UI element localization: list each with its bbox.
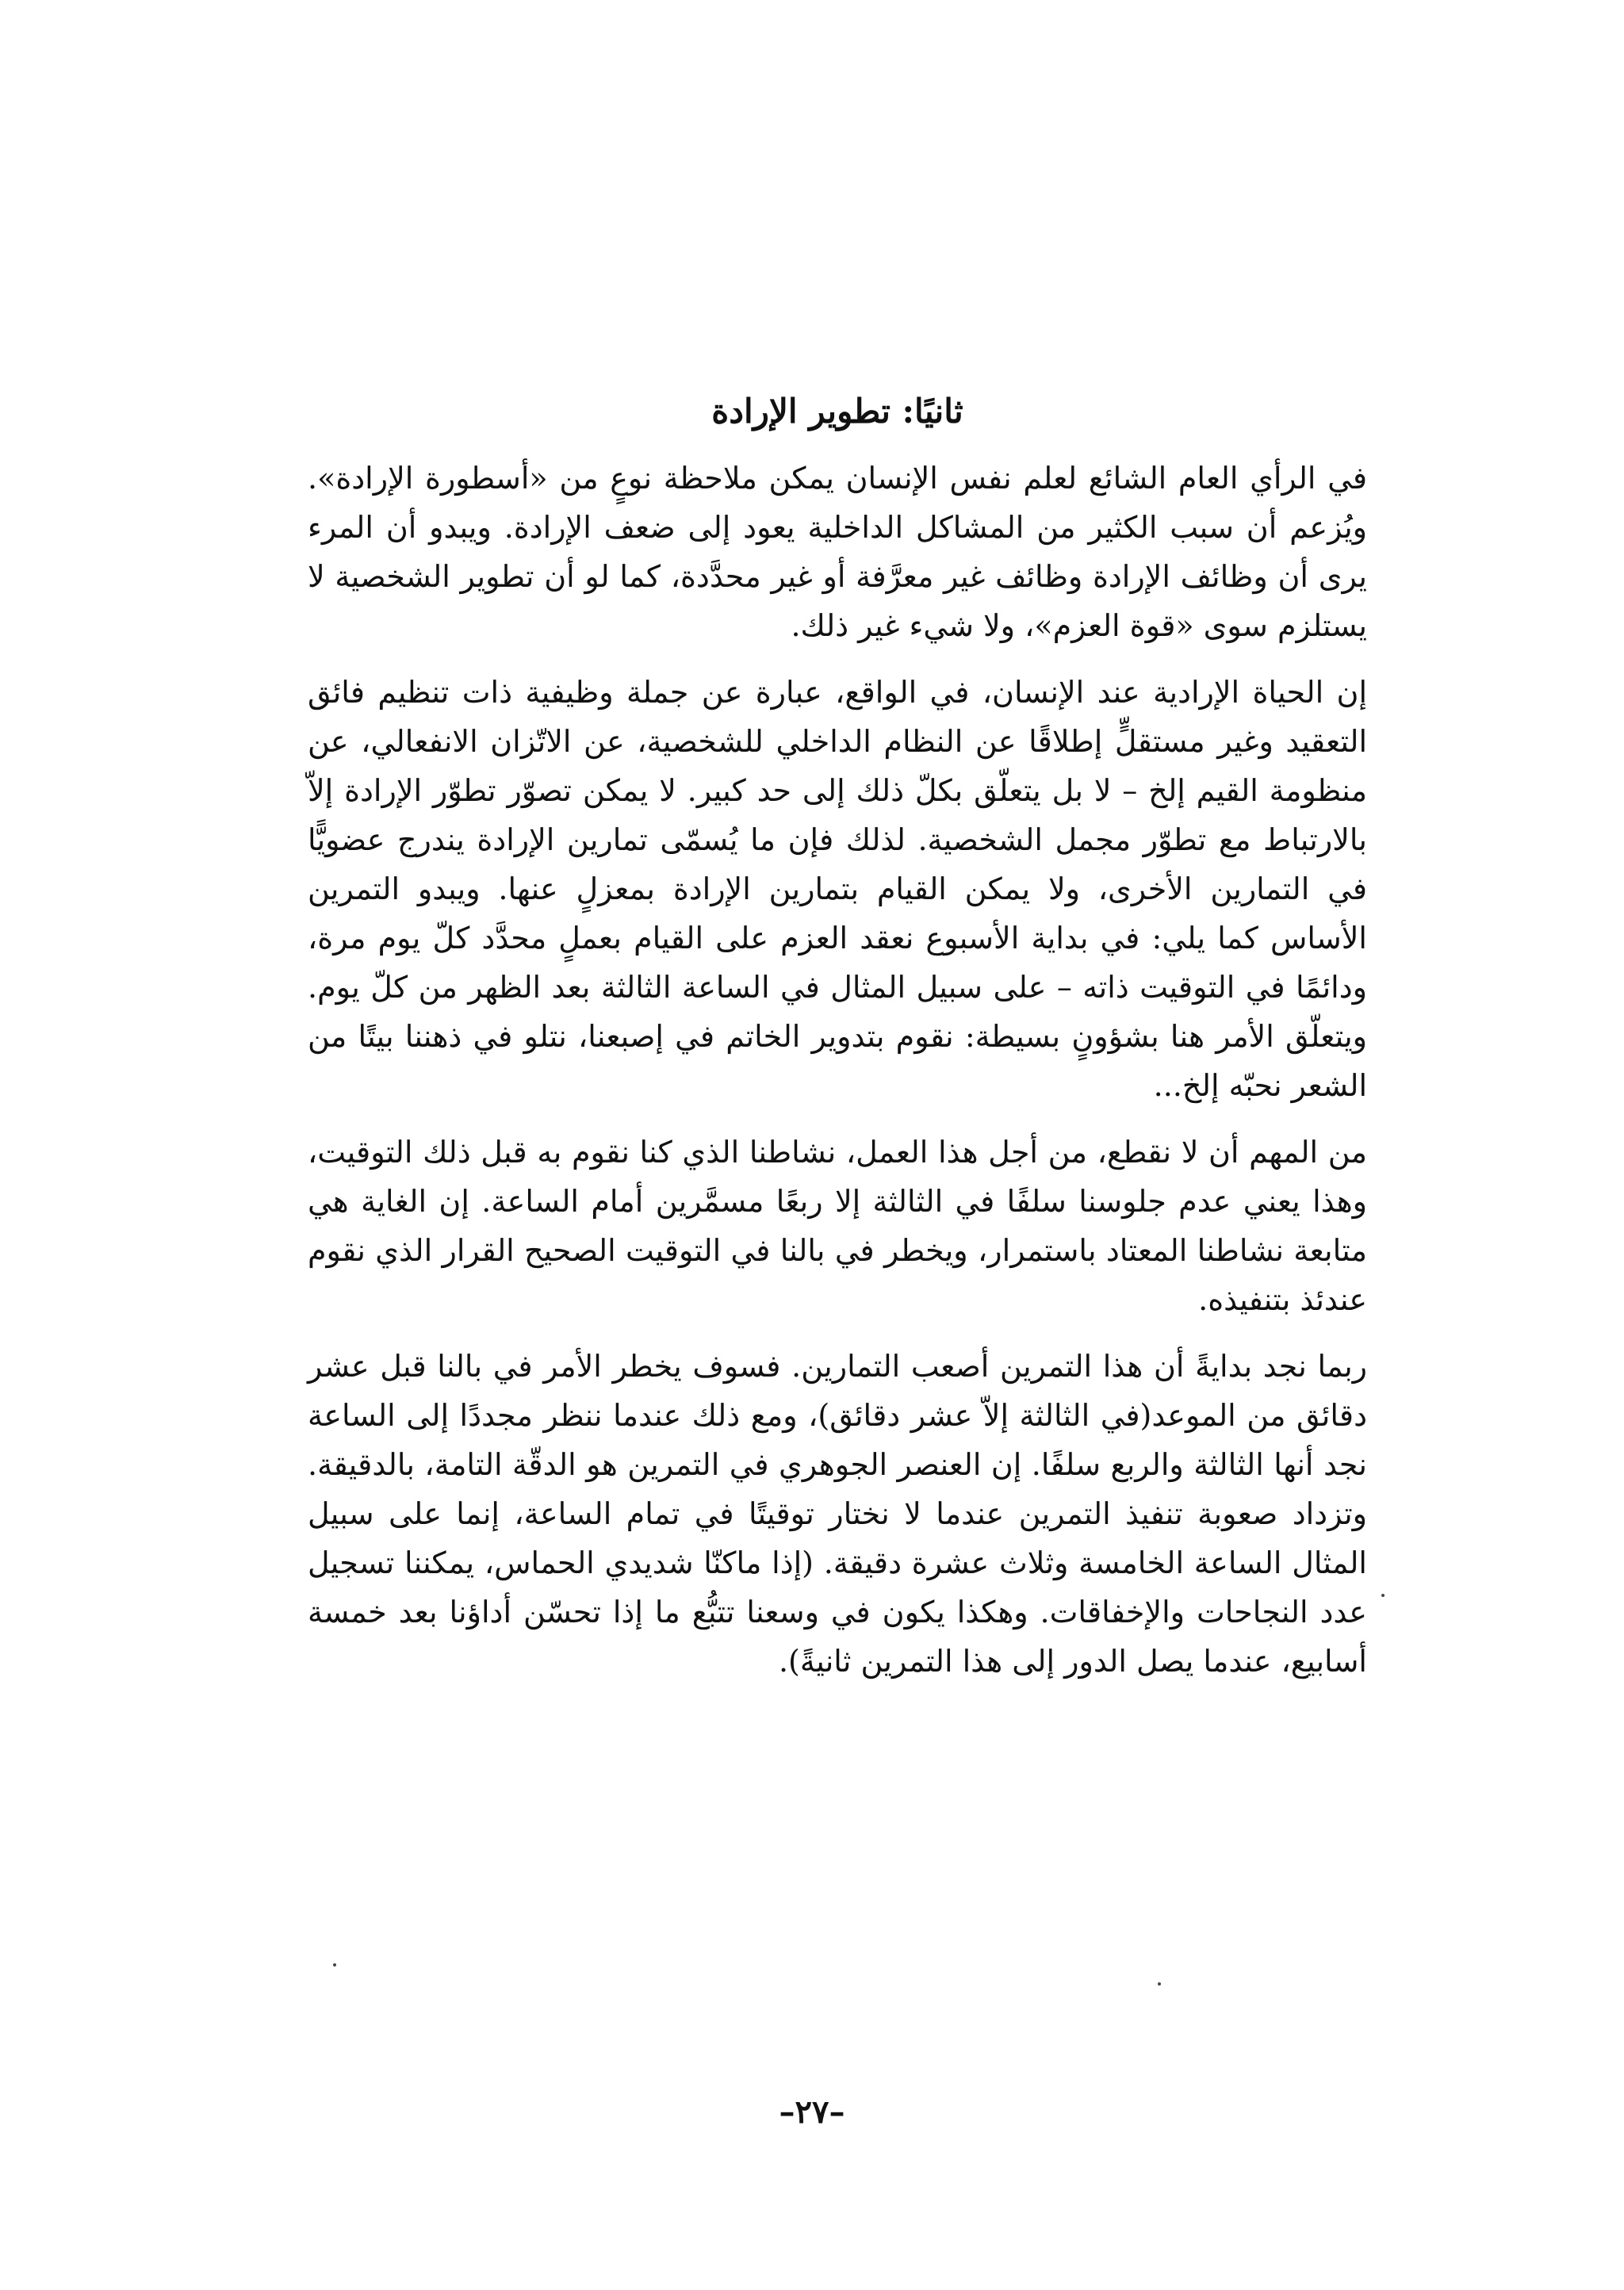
scan-speck: [1381, 1594, 1385, 1597]
page-number: –٢٧–: [779, 2093, 845, 2131]
paragraph-1: في الرأي العام الشائع لعلم نفس الإنسان يمكن ملاحظة نوعٍ من «أسطورة الإرادة». ويُزعم أن سبب الكثير من المشاكل الداخلية يعود إلى ضعف الإرادة. ويبدو أن المرء يرى أن وظائف الإرادة وظائف غير معرَّفة أو غير محدَّدة، كما لو أن تطوير الشخصية لا يستلزم سوى «قوة العزم»، ولا شيء غير ذلك.: [308, 461, 1367, 643]
section-title: ثانيًا: تطوير الإرادة: [711, 392, 963, 431]
scan-speck: [1158, 1982, 1161, 1986]
scan-speck: [333, 1963, 336, 1966]
paragraph-3: من المهم أن لا نقطع، من أجل هذا العمل، نشاطنا الذي كنا نقوم به قبل ذلك التوقيت، وهذا يعني عدم جلوسنا سلفًا في الثالثة إلا ربعًا مسمَّرين أمام الساعة. إن الغاية هي متابعة نشاطنا المعتاد باستمرار، ويخطر في بالنا في التوقيت الصحيح القرار الذي نقوم عندئذ بتنفيذه.: [308, 1135, 1367, 1317]
paragraph-2: إن الحياة الإرادية عند الإنسان، في الواقع، عبارة عن جملة وظيفية ذات تنظيم فائق التعقيد وغير مستقلٍّ إطلاقًا عن النظام الداخلي للشخصية، عن الاتّزان الانفعالي، عن منظومة القيم إلخ – لا بل يتعلّق بكلّ ذلك إلى حد كبير. لا يمكن تصوّر تطوّر الإرادة إلاّ بالارتباط مع تطوّر مجمل الشخصية. لذلك فإن ما يُسمّى تمارين الإرادة يندرج عضويًّا في التمارين الأخرى، ولا يمكن القيام بتمارين الإرادة بمعزلٍ عنها. ويبدو التمرين الأساس كما يلي: في بداية الأسبوع نعقد العزم على القيام بعملٍ محدَّد كلّ يوم مرة، ودائمًا في التوقيت ذاته – على سبيل المثال في الساعة الثالثة بعد الظهر من كلّ يوم. ويتعلّق الأمر هنا بشؤونٍ بسيطة: نقوم بتدوير الخاتم في إصبعنا، نتلو في ذهننا بيتًا من الشعر نحبّه إلخ...: [308, 675, 1368, 1103]
paragraph-4: ربما نجد بدايةً أن هذا التمرين أصعب التمارين. فسوف يخطر الأمر في بالنا قبل عشر دقائق من الموعد(في الثالثة إلاّ عشر دقائق)، ومع ذلك عندما ننظر مجددًا إلى الساعة نجد أنها الثالثة والربع سلفًا. إن العنصر الجوهري في التمرين هو الدقّة التامة، بالدقيقة. وتزداد صعوبة تنفيذ التمرين عندما لا نختار توقيتًا في تمام الساعة، إنما على سبيل المثال الساعة الخامسة وثلاث عشرة دقيقة. (إذا ماكنّا شديدي الحماس، يمكننا تسجيل عدد النجاحات والإخفاقات. وهكذا يكون في وسعنا تتبُّع ما إذا تحسّن أداؤنا بعد خمسة أسابيع، عندما يصل الدور إلى هذا التمرين ثانيةً).: [308, 1349, 1367, 1679]
page-body: [308, 387, 1367, 1703]
